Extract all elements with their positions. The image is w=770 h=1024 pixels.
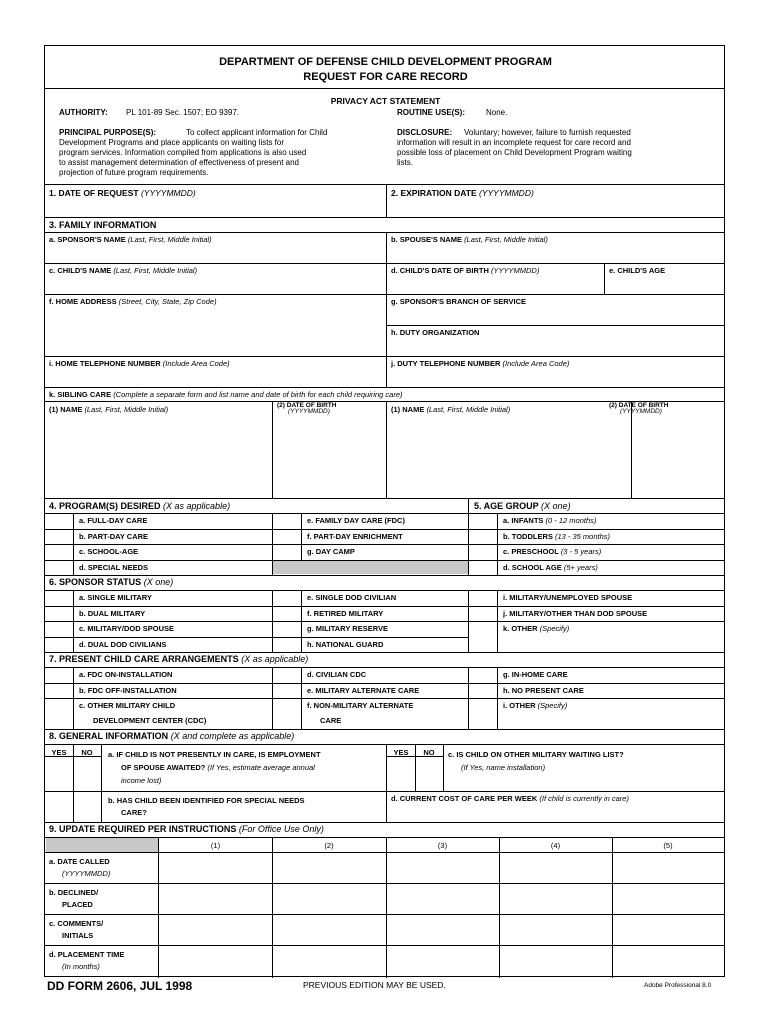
branch-label: g. SPONSOR'S BRANCH OF SERVICE	[391, 297, 526, 306]
care-non-military-option: f. NON-MILITARY ALTERNATE	[307, 701, 414, 710]
rule	[45, 590, 724, 591]
care-other-cdc-option: c. OTHER MILITARY CHILD	[79, 701, 176, 710]
program-fdc-option: e. FAMILY DAY CARE (FDC)	[307, 516, 405, 525]
declined-placed-cell[interactable]	[274, 885, 384, 913]
rule	[73, 667, 74, 729]
rule	[73, 513, 74, 575]
care-non-military-option-line2: CARE	[320, 716, 342, 725]
checkbox[interactable]	[47, 699, 73, 728]
spouse-name-label: b. SPOUSE'S NAME (Last, First, Middle Initial)	[391, 235, 548, 244]
checkbox[interactable]	[274, 606, 300, 620]
checkbox[interactable]	[47, 591, 73, 605]
sibling-dob-field[interactable]	[633, 418, 722, 496]
rule	[301, 513, 302, 560]
edition-note: PREVIOUS EDITION MAY BE USED.	[303, 980, 446, 990]
checkbox[interactable]	[47, 637, 73, 651]
sibling-name-label: (1) NAME (Last, First, Middle Initial)	[391, 405, 511, 414]
item3-heading: 3. FAMILY INFORMATION	[49, 220, 157, 230]
checkbox[interactable]	[47, 792, 73, 821]
checkbox[interactable]	[47, 529, 73, 543]
column-header: (4)	[550, 841, 561, 850]
program-full-day-option: a. FULL-DAY CARE	[79, 516, 148, 525]
sibling-name-field[interactable]	[47, 418, 271, 496]
checkbox[interactable]	[47, 683, 73, 697]
checkbox[interactable]	[47, 606, 73, 620]
declined-placed-label-line2: PLACED	[62, 900, 93, 909]
care-civilian-cdc-option: d. CIVILIAN CDC	[307, 670, 367, 679]
waiting-list-question: c. IS CHILD ON OTHER MILITARY WAITING LIST?	[448, 750, 624, 759]
child-name-field[interactable]	[47, 277, 385, 292]
rule	[45, 232, 724, 233]
purpose-line: projection of future program requirements.	[59, 168, 209, 177]
spouse-name-field[interactable]	[388, 246, 722, 261]
purpose-line: Development Programs and place applicants on waiting lists for	[59, 138, 285, 147]
date-called-label: a. DATE CALLED	[49, 857, 110, 866]
comments-cell[interactable]	[388, 916, 498, 944]
rule	[386, 184, 387, 217]
checkbox[interactable]	[274, 622, 300, 636]
checkbox[interactable]	[470, 560, 496, 574]
checkbox[interactable]	[274, 529, 300, 543]
authority-label: AUTHORITY:	[59, 108, 108, 117]
rule	[301, 590, 302, 652]
checkbox[interactable]	[47, 622, 73, 636]
rule	[272, 590, 273, 652]
sibling-dob-field[interactable]	[274, 418, 384, 496]
disclosure-line: information will result in an incomplete request for care record and	[397, 138, 631, 147]
shaded-cell	[46, 838, 158, 852]
item1-label: 1. DATE OF REQUEST (YYYYMMDD)	[49, 188, 196, 198]
date-called-cell[interactable]	[160, 854, 270, 882]
yes-header: YES	[51, 748, 67, 757]
rule	[45, 184, 724, 185]
child-dob-field[interactable]	[388, 277, 602, 292]
checkbox[interactable]	[274, 591, 300, 605]
status-single-military-option: a. SINGLE MILITARY	[79, 593, 152, 602]
care-military-alternate-option: e. MILITARY ALTERNATE CARE	[307, 686, 420, 695]
checkbox[interactable]	[470, 514, 496, 528]
care-in-home-option: g. IN-HOME CARE	[503, 670, 568, 679]
privacy-heading: PRIVACY ACT STATEMENT	[330, 96, 441, 106]
rule	[45, 652, 724, 653]
rule	[45, 498, 724, 499]
age-preschool-option: c. PRESCHOOL (3 - 5 years)	[503, 547, 602, 556]
disclosure-line: possible loss of placement on Child Development Program waiting	[397, 148, 632, 157]
checkbox[interactable]	[274, 637, 300, 651]
request-for-care-form	[44, 45, 725, 977]
routine-use-text: None.	[486, 108, 508, 117]
rule	[45, 356, 724, 357]
sibling-dob-hint: (YYYYMMDD)	[620, 408, 662, 415]
disclosure-line: lists.	[397, 158, 413, 167]
program-school-age-option: c. SCHOOL-AGE	[79, 547, 139, 556]
program-special-needs-option: d. SPECIAL NEEDS	[79, 563, 149, 572]
disclosure-label: DISCLOSURE:	[397, 128, 453, 137]
rule	[386, 837, 387, 978]
no-header: NO	[423, 748, 435, 757]
sibling-care-label: k. SIBLING CARE (Complete a separate form and list name and date of birth for each child requiring care)	[49, 390, 403, 399]
rule	[497, 590, 498, 652]
form-title: DEPARTMENT OF DEFENSE CHILD DEVELOPMENT PROGRAM	[219, 56, 552, 68]
child-age-field[interactable]	[606, 277, 722, 292]
rule	[468, 513, 469, 575]
rule	[386, 232, 387, 387]
duty-org-field[interactable]	[388, 339, 722, 354]
rule	[101, 744, 102, 822]
care-fdc-off-option: b. FDC OFF-INSTALLATION	[79, 686, 177, 695]
form-subtitle: REQUEST FOR CARE RECORD	[303, 71, 468, 83]
checkbox[interactable]	[274, 683, 300, 697]
status-military-dod-spouse-option: c. MILITARY/DOD SPOUSE	[79, 624, 175, 633]
sponsor-name-label: a. SPONSOR'S NAME (Last, First, Middle Initial)	[49, 235, 212, 244]
checkbox[interactable]	[274, 668, 300, 682]
rule	[497, 513, 498, 575]
item4-heading: 4. PROGRAM(S) DESIRED (X as applicable)	[49, 501, 231, 511]
rule	[45, 529, 724, 530]
checkbox[interactable]	[470, 683, 496, 697]
software-note: Adobe Professional 8.0	[644, 982, 712, 989]
item7-heading: 7. PRESENT CHILD CARE ARRANGEMENTS (X as applicable)	[49, 654, 309, 664]
status-dual-dod-civilians-option: d. DUAL DOD CIVILIANS	[79, 640, 167, 649]
rule	[386, 325, 724, 326]
rule	[468, 590, 469, 652]
rule	[45, 791, 724, 792]
placement-time-cell[interactable]	[501, 947, 611, 975]
duty-phone-field[interactable]	[388, 370, 722, 385]
rule	[45, 575, 724, 576]
item8-heading: 8. GENERAL INFORMATION (X and complete as applicable)	[49, 731, 295, 741]
rule	[45, 560, 724, 561]
home-phone-field[interactable]	[47, 370, 385, 385]
placement-time-label: d. PLACEMENT TIME	[49, 950, 125, 959]
program-day-camp-option: g. DAY CAMP	[307, 547, 355, 556]
child-dob-label: d. CHILD'S DATE OF BIRTH (YYYYMMDD)	[391, 266, 540, 275]
rule	[386, 401, 387, 498]
declined-placed-label: b. DECLINED/	[49, 888, 99, 897]
column-header: (1)	[210, 841, 221, 850]
rule	[612, 837, 613, 978]
rule	[631, 401, 632, 498]
yes-header: YES	[393, 748, 409, 757]
comments-cell[interactable]	[274, 916, 384, 944]
purpose-line: program services. Information compiled from applications is also used	[59, 148, 307, 157]
disclosure-line: Voluntary; however, failure to furnish requested	[464, 128, 631, 137]
comments-cell[interactable]	[614, 916, 722, 944]
sibling-dob-label: (2) DATE OF BIRTH	[609, 402, 669, 409]
column-header: (3)	[437, 841, 448, 850]
checkbox[interactable]	[470, 591, 496, 605]
checkbox[interactable]	[470, 668, 496, 682]
status-retired-military-option: f. RETIRED MILITARY	[307, 609, 384, 618]
item6-heading: 6. SPONSOR STATUS (X one)	[49, 577, 174, 587]
checkbox[interactable]	[274, 514, 300, 528]
rule	[45, 698, 724, 699]
branch-field[interactable]	[388, 308, 722, 323]
rule	[73, 590, 74, 652]
comments-label-line2: INITIALS	[62, 931, 94, 940]
rule	[45, 513, 724, 514]
child-name-label: c. CHILD'S NAME (Last, First, Middle Initial)	[49, 266, 198, 275]
declined-placed-cell[interactable]	[501, 885, 611, 913]
checkbox[interactable]	[470, 622, 496, 651]
rule	[45, 729, 724, 730]
item5-heading: 5. AGE GROUP (X one)	[474, 501, 571, 511]
item9-heading: 9. UPDATE REQUIRED PER INSTRUCTIONS (For Office Use Only)	[49, 824, 324, 834]
checkbox[interactable]	[47, 560, 73, 574]
rule	[604, 263, 605, 294]
care-fdc-on-option: a. FDC ON-INSTALLATION	[79, 670, 173, 679]
checkbox[interactable]	[274, 545, 300, 559]
sponsor-name-field[interactable]	[47, 246, 385, 261]
item2-label: 2. EXPIRATION DATE (YYYYMMDD)	[391, 188, 534, 198]
cost-of-care-label: d. CURRENT COST OF CARE PER WEEK (If child is currently in care)	[391, 794, 629, 803]
rule	[45, 637, 468, 638]
care-other-option: i. OTHER (Specify)	[503, 701, 568, 710]
rule	[45, 88, 724, 89]
form-number: DD FORM 2606, JUL 1998	[47, 979, 193, 993]
duty-phone-label: j. DUTY TELEPHONE NUMBER (Include Area Code)	[391, 359, 570, 368]
child-age-label: e. CHILD'S AGE	[609, 266, 666, 275]
sibling-dob-label: (2) DATE OF BIRTH	[277, 402, 337, 409]
checkbox[interactable]	[416, 757, 442, 790]
care-other-cdc-option-line2: DEVELOPMENT CENTER (CDC)	[93, 716, 207, 725]
shaded-cell	[273, 560, 468, 574]
rule	[468, 498, 469, 513]
rule	[45, 744, 724, 745]
rule	[443, 744, 444, 791]
comments-cell[interactable]	[160, 916, 270, 944]
status-unemployed-spouse-option: i. MILITARY/UNEMPLOYED SPOUSE	[503, 593, 633, 602]
declined-placed-cell[interactable]	[160, 885, 270, 913]
program-part-day-option: b. PART-DAY CARE	[79, 532, 149, 541]
employment-question-hint: income lost)	[121, 776, 162, 785]
status-single-dod-civilian-option: e. SINGLE DOD CIVILIAN	[307, 593, 397, 602]
rule	[272, 837, 273, 978]
rule	[45, 852, 724, 853]
checkbox[interactable]	[388, 757, 414, 790]
expiration-date-field[interactable]	[388, 200, 722, 215]
rule	[415, 744, 416, 791]
rule	[45, 822, 724, 823]
status-dual-military-option: b. DUAL MILITARY	[79, 609, 146, 618]
status-other-option: k. OTHER (Specify)	[503, 624, 570, 633]
rule	[45, 683, 724, 684]
date-called-cell[interactable]	[274, 854, 384, 882]
rule	[45, 294, 724, 295]
placement-time-cell[interactable]	[160, 947, 270, 975]
rule	[45, 914, 724, 915]
sibling-name-label: (1) NAME (Last, First, Middle Initial)	[49, 405, 169, 414]
checkbox[interactable]	[470, 545, 496, 559]
sibling-dob-hint: (YYYYMMDD)	[288, 408, 330, 415]
declined-placed-cell[interactable]	[614, 885, 722, 913]
checkbox[interactable]	[470, 699, 496, 728]
placement-time-cell[interactable]	[388, 947, 498, 975]
special-needs-question: b. HAS CHILD BEEN IDENTIFIED FOR SPECIAL NEEDS	[108, 796, 305, 805]
column-header: (2)	[324, 841, 334, 850]
authority-text: PL 101-89 Sec. 1507; EO 9397.	[126, 108, 240, 117]
placement-time-cell[interactable]	[274, 947, 384, 975]
employment-question-line2: OF SPOUSE AWAITED? (If Yes, estimate average annual	[121, 763, 315, 772]
age-infants-option: a. INFANTS (0 - 12 months)	[503, 516, 597, 525]
rule	[272, 667, 273, 729]
rule	[272, 513, 273, 575]
rule	[386, 744, 387, 822]
placement-time-hint: (In months)	[62, 962, 100, 971]
purpose-line: To collect applicant information for Child	[186, 128, 328, 137]
cost-of-care-field[interactable]	[388, 805, 722, 820]
home-address-label: f. HOME ADDRESS (Street, City, State, Zip Code)	[49, 297, 217, 306]
program-enrichment-option: f. PART-DAY ENRICHMENT	[307, 532, 403, 541]
checkbox[interactable]	[74, 792, 100, 821]
rule	[45, 883, 724, 884]
age-school-age-option: d. SCHOOL AGE (5+ years)	[503, 563, 598, 572]
placement-time-cell[interactable]	[614, 947, 722, 975]
rule	[45, 945, 724, 946]
rule	[45, 263, 724, 264]
rule	[499, 837, 500, 978]
age-toddlers-option: b. TODDLERS (13 - 35 months)	[503, 532, 610, 541]
rule	[45, 217, 724, 218]
comments-label: c. COMMENTS/	[49, 919, 104, 928]
duty-org-label: h. DUTY ORGANIZATION	[391, 328, 480, 337]
date-called-cell[interactable]	[388, 854, 498, 882]
rule	[301, 667, 302, 729]
checkbox[interactable]	[47, 545, 73, 559]
special-needs-question-line2: CARE?	[121, 808, 147, 817]
checkbox[interactable]	[274, 699, 300, 728]
rule	[497, 667, 498, 729]
date-called-cell[interactable]	[501, 854, 611, 882]
rule	[45, 544, 724, 545]
home-address-field[interactable]	[47, 308, 385, 354]
checkbox[interactable]	[47, 514, 73, 528]
home-phone-label: i. HOME TELEPHONE NUMBER (Include Area Code)	[49, 359, 230, 368]
checkbox[interactable]	[47, 668, 73, 682]
date-called-hint: (YYYYMMDD)	[62, 869, 111, 878]
checkbox[interactable]	[470, 606, 496, 620]
status-national-guard-option: h. NATIONAL GUARD	[307, 640, 384, 649]
rule	[45, 606, 724, 607]
employment-question: a. IF CHILD IS NOT PRESENTLY IN CARE, IS EMPLOYMENT	[108, 750, 321, 759]
rule	[45, 667, 724, 668]
waiting-list-hint: (If Yes, name installation)	[461, 763, 546, 772]
care-no-present-option: h. NO PRESENT CARE	[503, 686, 584, 695]
checkbox[interactable]	[47, 757, 73, 790]
date-called-cell[interactable]	[614, 854, 722, 882]
no-header: NO	[81, 748, 93, 757]
rule	[468, 667, 469, 729]
column-header: (5)	[663, 841, 673, 850]
purpose-line: to assist management determination of effectiveness of present and	[59, 158, 299, 167]
declined-placed-cell[interactable]	[388, 885, 498, 913]
date-of-request-field[interactable]	[47, 200, 385, 215]
status-military-reserve-option: g. MILITARY RESERVE	[307, 624, 388, 633]
rule	[158, 837, 159, 978]
rule	[73, 744, 74, 822]
rule	[45, 621, 724, 622]
rule	[272, 401, 273, 498]
routine-use-label: ROUTINE USE(S):	[397, 108, 465, 117]
status-other-than-dod-option: j. MILITARY/OTHER THAN DOD SPOUSE	[503, 609, 648, 618]
rule	[45, 387, 724, 388]
checkbox[interactable]	[470, 529, 496, 543]
comments-cell[interactable]	[501, 916, 611, 944]
sibling-name-field[interactable]	[388, 418, 630, 496]
checkbox[interactable]	[74, 757, 100, 790]
purpose-label: PRINCIPAL PURPOSE(S):	[59, 128, 157, 137]
